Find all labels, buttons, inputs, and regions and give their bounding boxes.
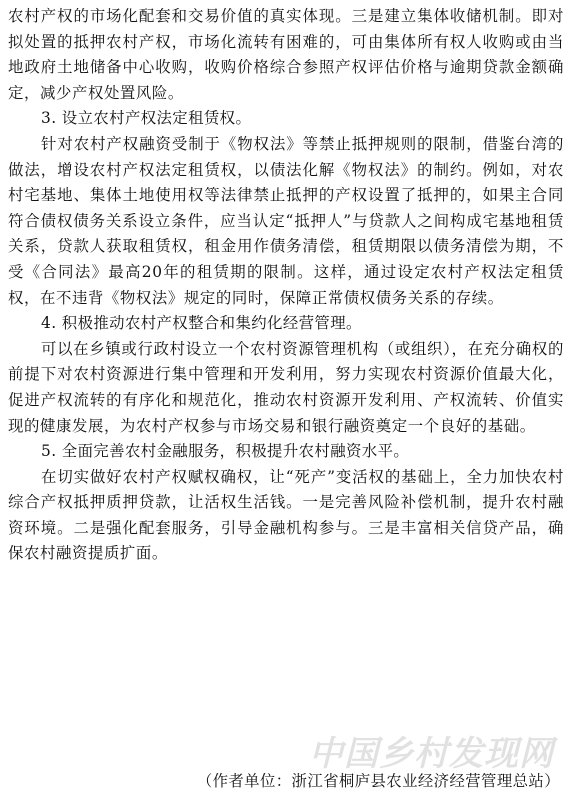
paragraph-statutory-lease: 针对农村产权融资受制于《物权法》等禁止抵押规则的限制，借鉴台湾的做法，增设农村产权法定租赁权，以债法化解《物权法》的制约。例如，对农村宅基地、集体土地使用权等法律禁止抵押的产权设置了抵押的，如果主合同符合债权债务关系设立条件，应当认定“抵押人”与贷款人之间构成宅基地租赁关系，贷款人获取租赁权，租金用作债务清偿，租赁期限以债务清偿为期，不受《合同法》最高20年的租赁期的限制。这样，通过设定农村产权法定租赁权，在不违背《物权法》规定的同时，保障正常债权债务关系的存续。 xyxy=(8,134,564,307)
section-heading-5: 5. 全面完善农村金融服务，积极提升农村融资水平。 xyxy=(41,442,410,461)
article-body xyxy=(8,4,564,567)
paragraph-financial-services: 在切实做好农村产权赋权确权，让“死产”变活权的基础上，全力加快农村综合产权抵押质押贷款，让活权生活钱。一是完善风险补偿机制，提升农村融资环境。二是强化配套服务，引导金融机构参与。三是丰富相关信贷产品，确保农村融资提质扩面。 xyxy=(8,467,564,563)
paragraph-resource-management: 可以在乡镇或行政村设立一个农村资源管理机构（或组织），在充分确权的前提下对农村资源进行集中管理和开发利用，努力实现农村资源价值最大化，促进产权流转的有序化和规范化，推动农村资源开发利用、产权流转、价值实现的健康发展，为农村产权参与市场交易和银行融资奠定一个良好的基础。 xyxy=(8,339,564,435)
author-affiliation: （作者单位：浙江省桐庐县农业经济经营管理总站） xyxy=(196,772,560,790)
paragraph-collective-storage: 农村产权的市场化配套和交易价值的真实体现。三是建立集体收储机制。即对拟处置的抵押农村产权，市场化流转有困难的，可由集体所有权人收购或由当地政府土地储备中心收购，收购价格综合参照产权评估价格与逾期贷款金额确定，减少产权处置风险。 xyxy=(8,7,564,102)
section-heading-3: 3. 设立农村产权法定租赁权。 xyxy=(41,109,252,128)
section-heading-4: 4. 积极推动农村产权整合和集约化经营管理。 xyxy=(41,314,362,333)
site-watermark: 中国乡村发现网 xyxy=(309,734,554,774)
